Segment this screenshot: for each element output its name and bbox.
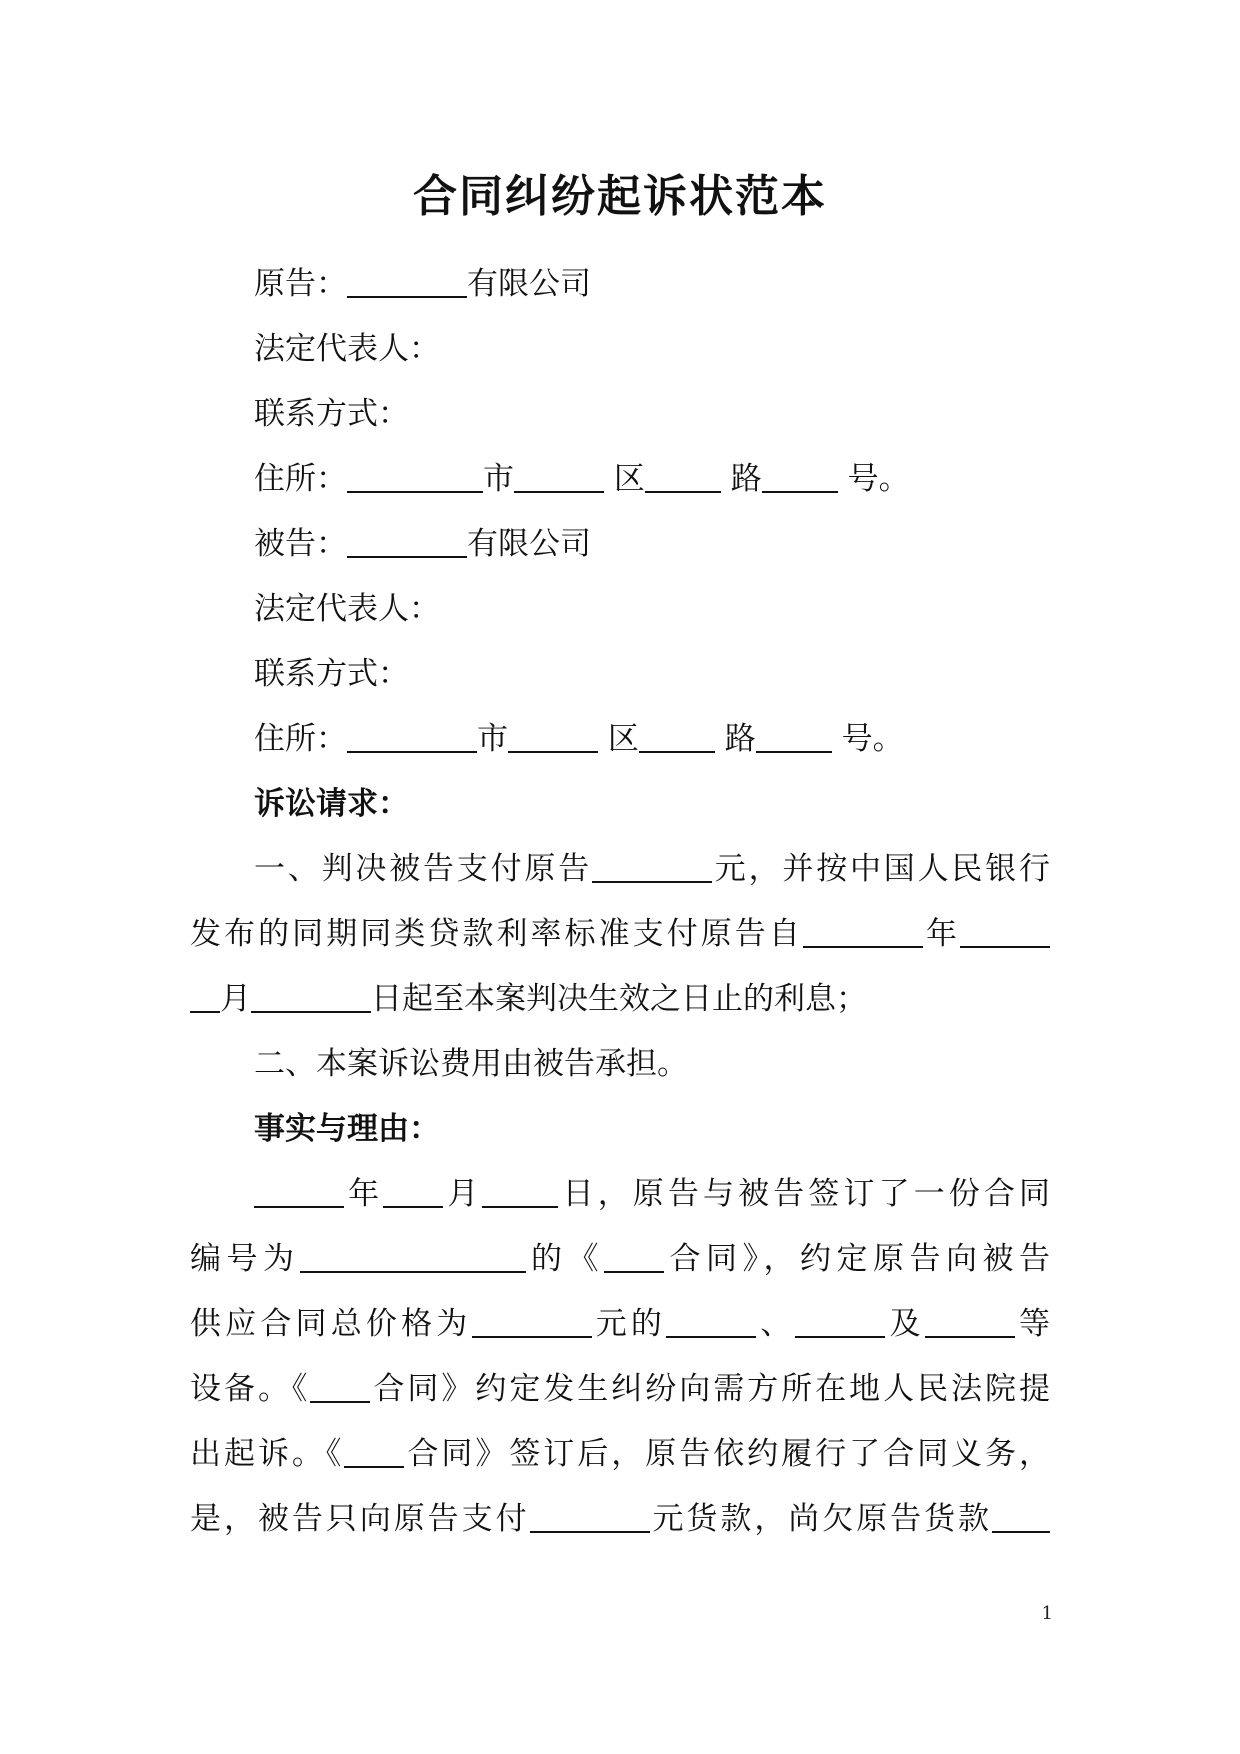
defendant-legal-rep-label: 法定代表人： xyxy=(254,591,440,627)
defendant-road-blank xyxy=(639,723,715,753)
facts-line-1 xyxy=(190,1162,1050,1227)
defendant-contact-line xyxy=(190,642,1050,707)
facts-heading: 事实与理由： xyxy=(254,1111,440,1147)
defendant-name-line xyxy=(190,512,1050,577)
claim-1-year-label: 年 xyxy=(922,916,961,952)
document-title: 合同纠纷起诉状范本 xyxy=(413,171,827,222)
claim-1-start-year-blank xyxy=(803,918,923,948)
facts-line-3-text-a: 供应合同总价格为 xyxy=(190,1306,472,1342)
facts-equipment-blank-1 xyxy=(666,1308,756,1338)
facts-equipment-blank-2 xyxy=(795,1308,885,1338)
plaintiff-contact-line xyxy=(190,382,1050,447)
claim-1-line-1 xyxy=(190,837,1050,902)
plaintiff-number-label: 号。 xyxy=(847,461,910,497)
defendant-contact-label: 联系方式： xyxy=(254,656,409,692)
defendant-address-line xyxy=(190,707,1050,772)
defendant-city-label: 市 xyxy=(477,721,508,757)
plaintiff-company-suffix: 有限公司 xyxy=(467,266,591,302)
plaintiff-district-label: 区 xyxy=(613,461,645,497)
claim-1-start-month-blank-b xyxy=(190,983,220,1013)
defendant-district-blank xyxy=(508,723,598,753)
defendant-city-blank xyxy=(347,723,477,753)
page-number: 1 xyxy=(1041,1603,1053,1624)
facts-line-6 xyxy=(190,1487,1050,1552)
facts-total-price-blank xyxy=(472,1308,592,1338)
facts-month-label: 月 xyxy=(443,1176,483,1212)
plaintiff-label: 原告： xyxy=(254,266,347,302)
facts-equipment-blank-3 xyxy=(925,1308,1015,1338)
defendant-label: 被告： xyxy=(254,526,347,562)
facts-line-3-text-d: 及 xyxy=(885,1306,925,1342)
facts-contract-name-blank-2 xyxy=(310,1373,370,1403)
facts-line-2-text-c: 合同》，约定原告向被告 xyxy=(664,1241,1050,1277)
claim-1-start-month-blank-a xyxy=(960,918,1050,948)
facts-line-5-text-a: 出起诉。《 xyxy=(190,1436,345,1472)
claim-1-text-d: 日起至本案判决生效之日止的利息； xyxy=(371,981,867,1017)
plaintiff-address-line xyxy=(190,447,1050,512)
defendant-address-label: 住所： xyxy=(254,721,347,757)
claims-heading: 诉讼请求： xyxy=(254,786,409,822)
plaintiff-city-label: 市 xyxy=(483,461,514,497)
claim-2-line: 二、本案诉讼费用由被告承担。 xyxy=(254,1046,688,1082)
claim-1-amount-blank xyxy=(592,853,712,883)
plaintiff-road-blank xyxy=(645,463,721,493)
defendant-name-blank xyxy=(347,528,467,558)
facts-line-2 xyxy=(190,1227,1050,1292)
defendant-number-label: 号。 xyxy=(841,721,904,757)
plaintiff-legal-rep-label: 法定代表人： xyxy=(254,331,440,367)
claim-1-line-3 xyxy=(190,967,1050,1032)
defendant-road-label: 路 xyxy=(724,721,756,757)
plaintiff-road-label: 路 xyxy=(730,461,762,497)
plaintiff-address-label: 住所： xyxy=(254,461,347,497)
plaintiff-contact-label: 联系方式： xyxy=(254,396,409,432)
claim-1-month-label: 月 xyxy=(220,981,251,1017)
claim-1-line-2 xyxy=(190,902,1050,967)
defendant-district-label: 区 xyxy=(607,721,639,757)
facts-line-6-text-b: 元货款，尚欠原告货款 xyxy=(649,1501,993,1537)
claim-1-text-a: 一、判决被告支付原告 xyxy=(254,851,592,887)
plaintiff-legal-rep-line xyxy=(190,317,1050,382)
facts-line-2-text-b: 的《 xyxy=(525,1241,604,1277)
facts-paid-amount-blank xyxy=(530,1503,650,1533)
facts-line-2-text-a: 编号为 xyxy=(190,1241,300,1277)
claim-1-text-c: 发布的同期同类贷款利率标准支付原告自 xyxy=(190,916,803,952)
facts-contract-name-blank-1 xyxy=(604,1243,664,1273)
facts-line-6-text-a: 是，被告只向原告支付 xyxy=(190,1501,530,1537)
facts-line-3-text-b: 元的 xyxy=(591,1306,667,1342)
facts-contract-number-blank xyxy=(300,1243,526,1273)
defendant-number-blank xyxy=(756,723,832,753)
plaintiff-name-blank xyxy=(347,268,467,298)
facts-line-4-text-a: 设备。《 xyxy=(190,1371,311,1407)
plaintiff-number-blank xyxy=(762,463,838,493)
facts-line-5 xyxy=(190,1422,1050,1487)
facts-month-blank xyxy=(383,1178,443,1208)
facts-year-blank xyxy=(254,1178,344,1208)
document-body xyxy=(190,252,1050,1552)
claim-1-start-day-blank xyxy=(251,983,371,1013)
defendant-company-suffix: 有限公司 xyxy=(467,526,591,562)
facts-line-3 xyxy=(190,1292,1050,1357)
facts-line-3-text-e: 等 xyxy=(1014,1306,1050,1342)
plaintiff-name-line xyxy=(190,252,1050,317)
facts-line-3-text-c: 、 xyxy=(756,1306,796,1342)
facts-line-1-text: 日，原告与被告签订了一份合同 xyxy=(558,1176,1050,1212)
facts-line-5-text-b: 合同》签订后，原告依约履行了合同义务， xyxy=(404,1436,1050,1472)
plaintiff-district-blank xyxy=(514,463,604,493)
facts-owed-amount-blank xyxy=(992,1503,1050,1533)
facts-day-blank xyxy=(482,1178,558,1208)
facts-line-4 xyxy=(190,1357,1050,1422)
claim-1-text-b: 元，并按中国人民银行 xyxy=(712,851,1050,887)
facts-line-4-text-b: 合同》约定发生纠纷向需方所在地人民法院提 xyxy=(370,1371,1050,1407)
facts-contract-name-blank-3 xyxy=(344,1438,404,1468)
plaintiff-city-blank xyxy=(347,463,483,493)
facts-year-label: 年 xyxy=(344,1176,384,1212)
defendant-legal-rep-line xyxy=(190,577,1050,642)
